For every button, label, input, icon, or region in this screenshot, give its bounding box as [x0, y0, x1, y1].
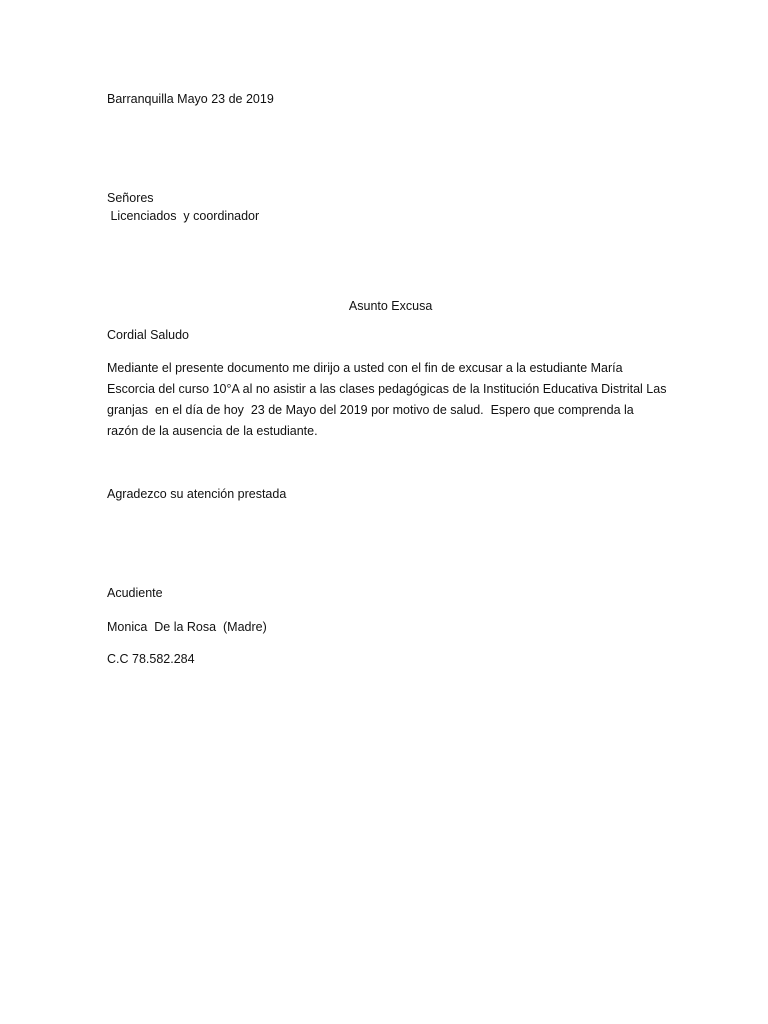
letter-body — [107, 358, 667, 442]
body-line: Escorcia del curso 10°A al no asistir a las clases pedagógicas de la Institución Educativa Distrital Las — [107, 382, 667, 396]
subject-text: Asunto Excusa — [348, 299, 433, 313]
body-line: granjas en el día de hoy 23 de Mayo del 2019 por motivo de salud. Espero que comprenda la — [107, 403, 634, 417]
signer-title: Acudiente — [107, 586, 163, 600]
recipient-name: Licenciados y coordinador — [107, 209, 260, 223]
body-line: razón de la ausencia de la estudiante. — [107, 424, 318, 438]
letter-closing: Agradezco su atención prestada — [107, 487, 287, 501]
signer-name: Monica De la Rosa (Madre) — [107, 620, 267, 634]
signer-id: C.C 78.582.284 — [107, 652, 195, 666]
body-line: Mediante el presente documento me dirijo a usted con el fin de excusar a la estudiante María — [107, 361, 623, 375]
letter-date: Barranquilla Mayo 23 de 2019 — [107, 92, 274, 106]
recipient-title: Señores — [107, 191, 154, 205]
letter-greeting: Cordial Saludo — [107, 328, 189, 342]
